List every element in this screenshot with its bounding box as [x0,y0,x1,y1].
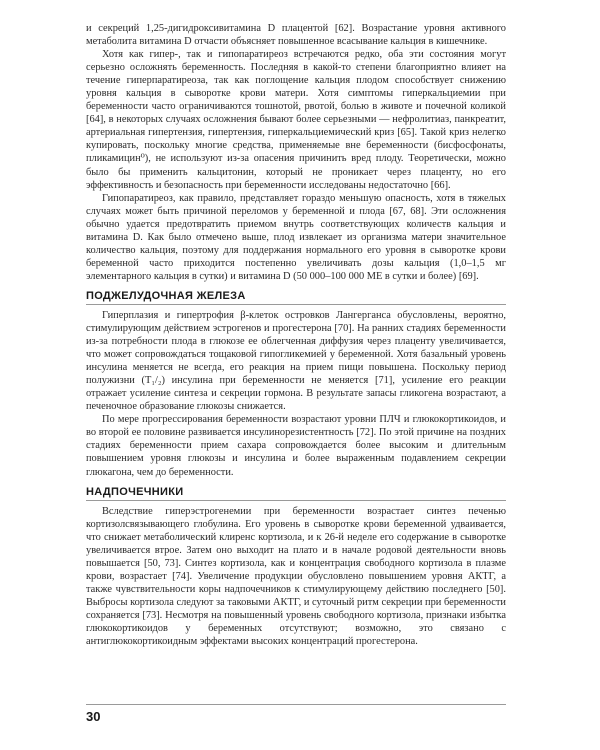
section-heading-pancreas: ПОДЖЕЛУДОЧНАЯ ЖЕЛЕЗА [86,290,506,305]
paragraph-adrenal-1: Вследствие гиперэстрогенемии при беременности возрастает синтез печенью кортизолсвязывающего глобулина. Его уровень в сыворотке крови беременной удваивается, что снижает метаболический клиренс кортизола, и к 26-й неделе его содержание в сыворотке увеличивается втрое. Затем оно выходит на плато и в начале родовой деятельности вновь повышается [50, 73]. Синтез кортизола, как и концентрация свободного кортизола в плазме крови, возрастает [74]. Увеличение продукции обусловлено повышением уровня АКТГ, а также чувствительности коры надпочечников к стимулирующему действию последнего [50]. Выбросы кортизола следуют за таковыми АКТГ, и суточный ритм секреции при беременности сохраняется [73]. Несмотря на повышенный уровень свободного кортизола, признаки избытка глюкокортикоидов у беременных отсутствуют; возможно, это связано с антиглюкокортикоидным эффектами высоких концентраций прогестерона. [86,505,506,648]
paragraph-pancreas-1: Гиперплазия и гипертрофия β-клеток островков Лангерганса обусловлены, вероятно, стимулирующим действием эстрогенов и прогестерона [70]. На ранних стадиях беременности из-за потребности плода в глюкозе ее облегченная диффузия через плаценту увеличивается, что может сопровождаться тощаковой гипогликемией у беременной. Хотя базальный уровень инсулина меняется не всегда, его реакция на прием пищи повышена. Поскольку период полужизни (T₁/₂) инсулина при беременности не меняется [71], усиление его реакции отражает усиление синтеза и секреции гормона. В результате запасы гликогена возрастают, а печеночное образование глюкозы снижается. [86,309,506,413]
page-footer [86,704,506,724]
footer-rule [86,704,506,705]
section-heading-adrenal: НАДПОЧЕЧНИКИ [86,486,506,501]
paragraph-hypoparathyroidism: Гипопаратиреоз, как правило, представляет гораздо меньшую опасность, хотя в тяжелых случаях может быть причиной переломов у беременной и плода [67, 68]. Эти осложнения обычно удается предотвратить приемом внутрь соответствующих количеств кальция и витамина D. Как было отмечено выше, плод извлекает из организма матери значительное количество кальция, поэтому для поддержания нормального его уровня в сыворотке крови беременной часто приходится постепенно увеличивать дозы кальция (1,0–1,5 мг элементарного кальция в сутки) и витамина D (50 000–100 000 МЕ в сутки и более) [69]. [86,192,506,282]
page-content [86,22,506,648]
paragraph-pancreas-2: По мере прогрессирования беременности возрастают уровни ПЛЧ и глюкокортикоидов, и во второй ее половине развивается инсулинорезистентность [72]. По этой причине на поздних стадиях беременности прием сахара сопровождается более высоким и длительным повышением уровня глюкозы и инсулина и более выраженным подавлением секреции глюкагона, чем до беременности. [86,414,506,478]
paragraph-hyperparathyroidism: Хотя как гипер-, так и гипопаратиреоз встречаются редко, оба эти состояния могут серьезно осложнять беременность. Последняя в какой-то степени благоприятно влияет на течение гиперпаратиреоза, так как поглощение кальция плодом способствует снижению уровня кальция в сыворотке крови матери. Хотя симптомы гиперкальциемии при беременности часто ограничиваются тошнотой, рвотой, болью в животе и почечной коликой [64], в некоторых случаях осложнения бывают более серьезными — нефролитиаз, панкреатит, артериальная гипертензия, гипертензия, гиперкальциемический криз [65]. Такой криз нелегко купировать, поскольку многие средства, применяемые вне беременности (бисфосфонаты, пликамицин⁰), не используют из-за опасения причинить вред плоду. Теоретически, можно было бы применить кальцитонин, который не проникает через плаценту, но его эффективность и безопасность при беременности исследованы недостаточно [66]. [86,49,506,191]
page-number: 30 [86,709,101,724]
paragraph-vitamin-d: и секреций 1,25-дигидроксивитамина D плацентой [62]. Возрастание уровня активного метаболита витамина D отчасти объясняет повышенное всасывание кальция в кишечнике. [86,23,506,48]
